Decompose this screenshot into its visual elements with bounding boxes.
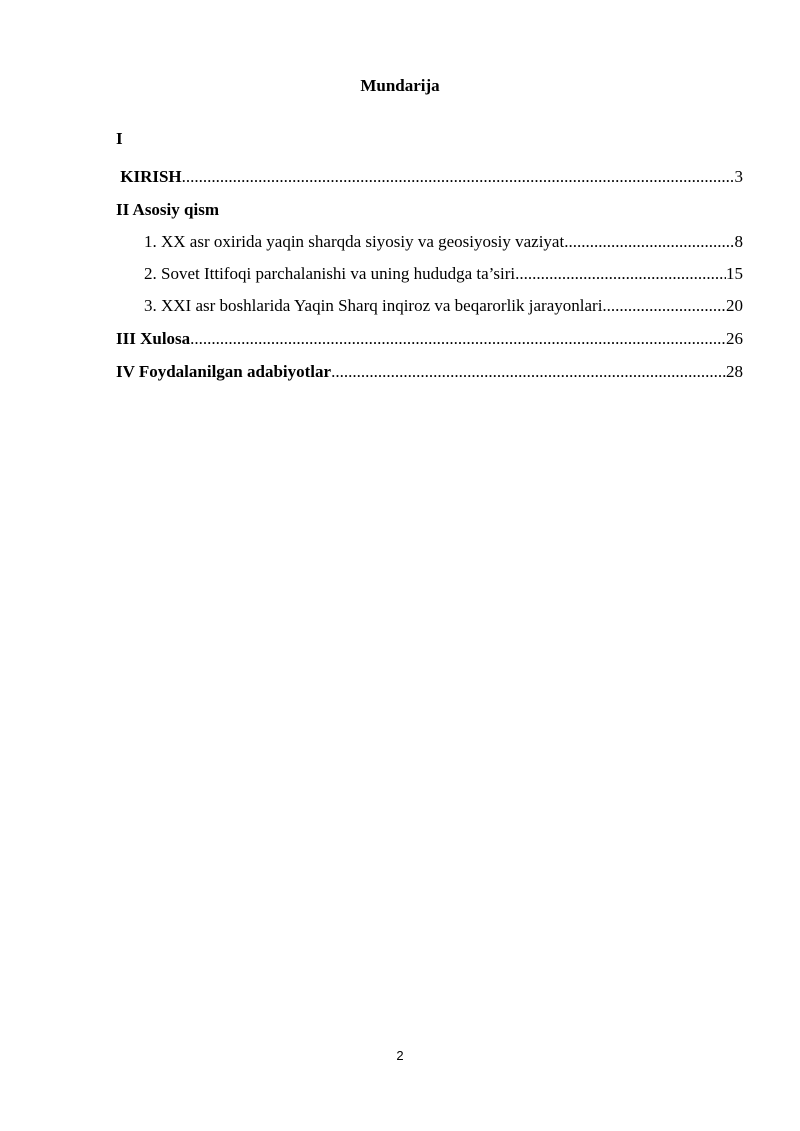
toc-leader-dots	[182, 166, 735, 188]
page-number: 2	[396, 1048, 404, 1063]
toc-leader-dots	[515, 263, 726, 285]
toc-entry-page: 8	[734, 232, 743, 251]
toc-leader-dots	[564, 231, 734, 253]
toc-entry-page: 26	[726, 329, 743, 348]
toc-leader-dots	[190, 328, 726, 350]
toc-entry-label: 2. Sovet Ittifoqi parchalanishi va uning hududga ta’siri	[144, 264, 516, 283]
toc-section-asosiy-qism[interactable]: II Asosiy qism	[116, 200, 219, 219]
toc-entry-adabiyotlar[interactable]	[116, 361, 743, 383]
toc-entry-label: KIRISH	[116, 167, 182, 186]
toc-entry-page: 3	[734, 167, 743, 186]
toc-entry-label: IV Foydalanilgan adabiyotlar	[116, 362, 332, 381]
toc-entry-label: III Xulosa	[116, 329, 191, 348]
toc-entry-kirish[interactable]	[116, 166, 743, 188]
toc-leader-dots	[331, 361, 726, 383]
toc-entry-page: 15	[726, 264, 743, 283]
toc-part-one-number: I	[116, 129, 123, 148]
toc-leader-dots	[602, 295, 726, 317]
toc-entry-page: 20	[726, 296, 743, 315]
toc-entry-subsection-2[interactable]	[144, 263, 743, 285]
page-title: Mundarija	[360, 76, 440, 95]
toc-entry-label: 1. XX asr oxirida yaqin sharqda siyosiy va geosiyosiy vaziyat	[144, 232, 565, 251]
toc-entry-subsection-3[interactable]	[144, 295, 743, 317]
toc-entry-label: 3. XXI asr boshlarida Yaqin Sharq inqiroz va beqarorlik jarayonlari	[144, 296, 603, 315]
toc-entry-page: 28	[726, 362, 743, 381]
toc-entry-xulosa[interactable]	[116, 328, 743, 350]
toc-entry-subsection-1[interactable]	[144, 231, 743, 253]
